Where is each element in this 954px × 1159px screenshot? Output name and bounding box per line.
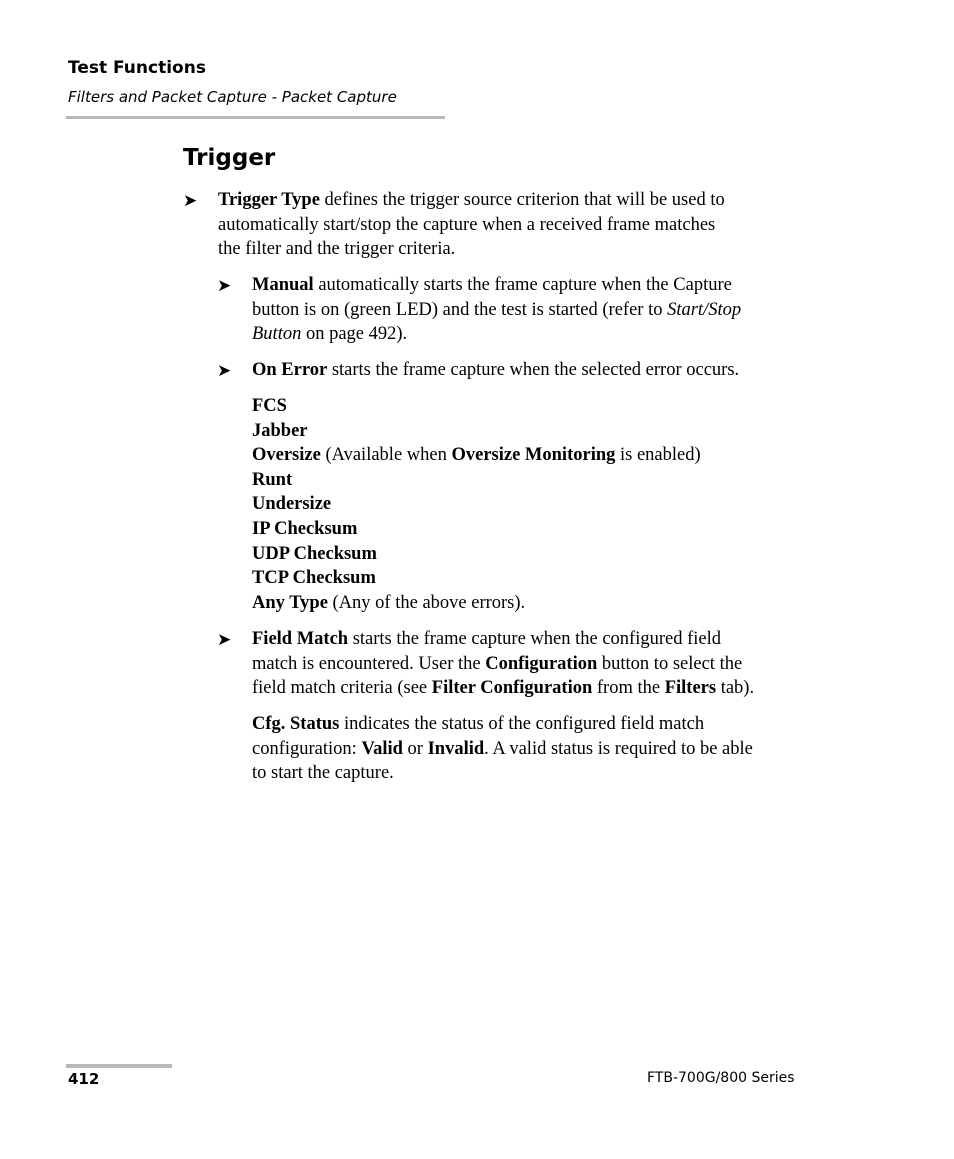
term: Trigger Type xyxy=(218,190,320,210)
field-match-paragraph: Field Match starts the frame capture when the configured field match is encountered. User the Configuration button to select the field match criteria (see Filter Configuration from the Filters tab). xyxy=(252,629,755,699)
error-item: Any Type xyxy=(252,592,328,613)
trigger-type-paragraph: Trigger Type defines the trigger source criterion that will be used to automatically start/stop the capture when a received frame matches the filter and the trigger criteria. xyxy=(218,190,725,260)
bullet-arrow-icon: ➤ xyxy=(217,361,232,381)
running-header-subtitle: Filters and Packet Capture - Packet Capture xyxy=(68,88,397,106)
error-item: Runt xyxy=(252,469,293,490)
section-title: Trigger xyxy=(183,145,276,171)
term: Field Match xyxy=(252,629,349,649)
bullet-arrow-icon: ➤ xyxy=(217,276,232,296)
bullet-arrow-icon: ➤ xyxy=(183,191,198,211)
error-item: IP Checksum xyxy=(252,518,358,539)
cross-reference-link[interactable]: Button xyxy=(252,324,302,345)
term: On Error xyxy=(252,360,328,380)
error-type-list: FCS Jabber Oversize (Available when Oversize Monitoring is enabled) Runt Undersize IP Checksum UDP Checksum TCP Checksum Any Type (Any of the above errors). xyxy=(252,396,701,613)
error-item: UDP Checksum xyxy=(252,543,377,564)
error-item: Jabber xyxy=(252,420,308,441)
term: Manual xyxy=(252,275,314,295)
error-item: TCP Checksum xyxy=(252,568,376,589)
term: Cfg. Status xyxy=(252,714,340,734)
error-item: Undersize xyxy=(252,494,332,515)
cfg-status-paragraph: Cfg. Status indicates the status of the configured field match configuration: Valid or Invalid. A valid status is required to be able to start the capture. xyxy=(252,714,753,784)
bullet-arrow-icon: ➤ xyxy=(217,630,232,650)
page-number: 412 xyxy=(68,1070,100,1088)
manual-paragraph: Manual automatically starts the frame capture when the Capture button is on (green LED) and the test is started (refer to Start/Stop Button on page 492). xyxy=(252,275,742,345)
error-item: Oversize xyxy=(252,445,321,466)
running-header-title: Test Functions xyxy=(68,58,206,78)
on-error-paragraph: On Error starts the frame capture when the selected error occurs. xyxy=(252,360,740,380)
footer-divider xyxy=(66,1064,172,1068)
error-item: FCS xyxy=(252,396,287,416)
header-divider xyxy=(66,116,445,119)
cross-reference-link[interactable]: Start/Stop xyxy=(667,299,742,320)
product-series: FTB-700G/800 Series xyxy=(647,1070,795,1086)
